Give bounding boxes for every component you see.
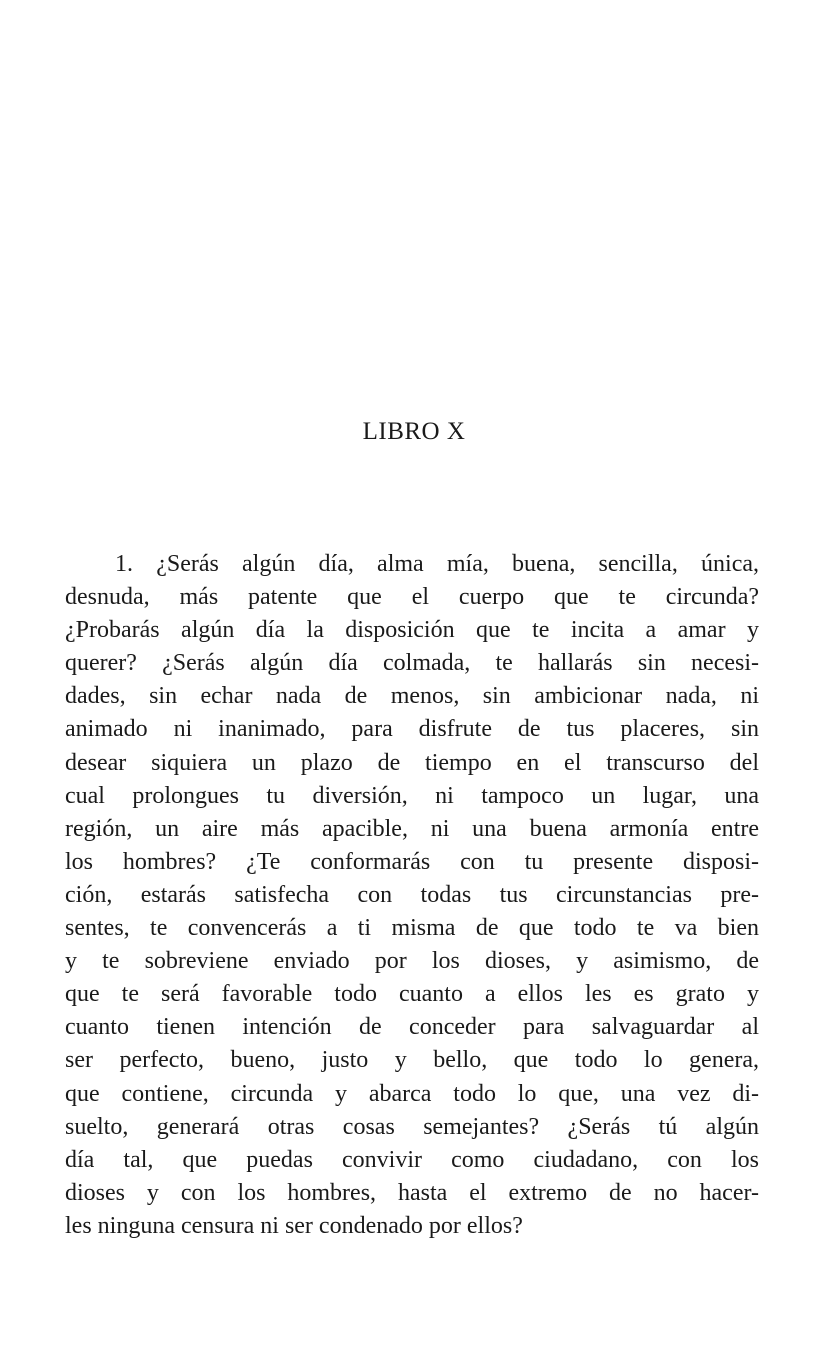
text-line: los hombres? ¿Te conformarás con tu presente disposi-: [65, 848, 759, 875]
paragraph-1: [65, 548, 759, 1243]
text-line: ¿Probarás algún día la disposición que te incita a amar y: [65, 617, 759, 644]
text-line: que te será favorable todo cuanto a ellos les es grato y: [65, 981, 759, 1008]
text-line: dades, sin echar nada de menos, sin ambicionar nada, ni: [65, 683, 759, 710]
text-line: región, un aire más apacible, ni una buena armonía entre: [65, 815, 759, 842]
text-line: desnuda, más patente que el cuerpo que te circunda?: [65, 584, 759, 611]
text-line: ción, estarás satisfecha con todas tus circunstancias pre-: [65, 881, 759, 908]
text-line: ser perfecto, bueno, justo y bello, que todo lo genera,: [65, 1047, 759, 1074]
text-line: día tal, que puedas convivir como ciudadano, con los: [65, 1146, 759, 1173]
text-line: que contiene, circunda y abarca todo lo que, una vez di-: [65, 1080, 759, 1107]
text-line: dioses y con los hombres, hasta el extremo de no hacer-: [65, 1179, 759, 1206]
text-line: 1. ¿Serás algún día, alma mía, buena, sencilla, única,: [115, 551, 759, 577]
text-line: querer? ¿Serás algún día colmada, te hallarás sin necesi-: [65, 650, 759, 677]
text-line: animado ni inanimado, para disfrute de tus placeres, sin: [65, 716, 759, 743]
text-line: les ninguna censura ni ser condenado por ellos?: [65, 1212, 523, 1239]
text-line: sentes, te convencerás a ti misma de que todo te va bien: [65, 915, 759, 942]
text-line: desear siquiera un plazo de tiempo en el transcurso del: [65, 749, 759, 776]
text-line: cual prolongues tu diversión, ni tampoco un lugar, una: [65, 782, 759, 809]
text-line: y te sobreviene enviado por los dioses, y asimismo, de: [65, 948, 759, 975]
text-line: suelto, generará otras cosas semejantes? ¿Serás tú algún: [65, 1113, 759, 1140]
chapter-title: LIBRO X: [362, 418, 466, 445]
text-line: cuanto tienen intención de conceder para salvaguardar al: [65, 1014, 759, 1041]
